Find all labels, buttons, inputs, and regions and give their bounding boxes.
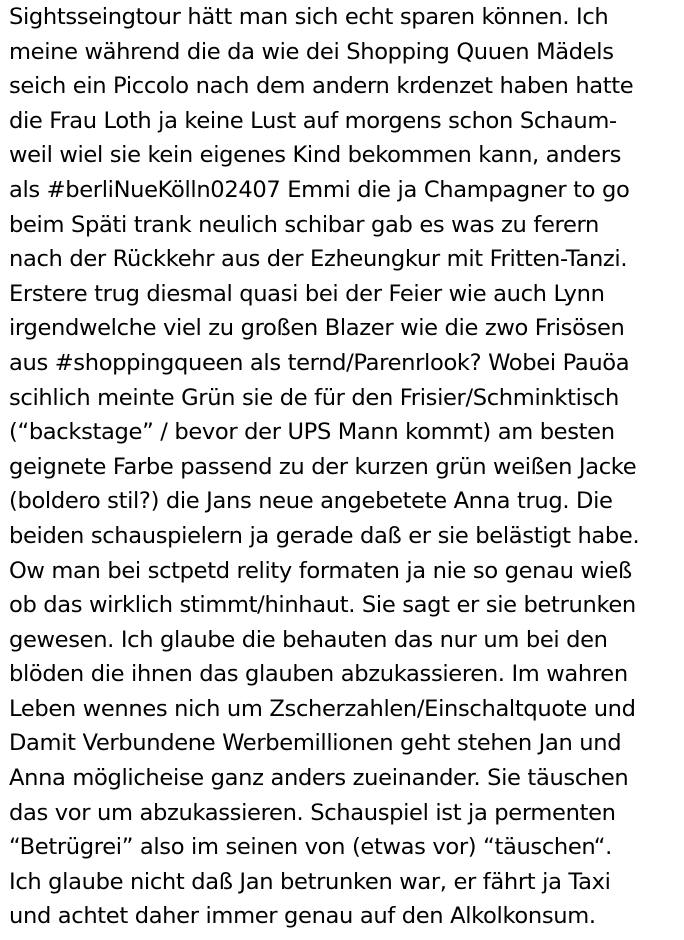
text-line: (boldero stil?) die Jans neue angebetete Anna trug. Die [9,488,613,515]
text-line: irgendwelche viel zu großen Blazer wie die zwo Frisösen [9,315,625,342]
text-line: das vor um abzukassieren. Schauspiel ist ja permenten [9,799,616,826]
body-text [9,0,681,934]
text-line: Ow man bei sctpetd relity formaten ja nie so genau wieß [9,557,632,584]
text-line: blöden die ihnen das glauben abzukassieren. Im wahren [9,661,628,688]
text-line: “Betrügrei” also im seinen von (etwas vor) “täuschen“. [9,834,612,861]
text-line: und achtet daher immer genau auf den Alkolkonsum. [9,903,596,930]
text-line: Erstere trug diesmal quasi bei der Feier wie auch Lynn [9,280,605,307]
text-line: beim Späti trank neulich schibar gab es was zu ferern [9,211,600,238]
text-line: die Frau Loth ja keine Lust auf morgens schon Schaum- [9,107,617,134]
text-line: ob das wirklich stimmt/hinhaut. Sie sagt er sie betrunken [9,592,636,619]
text-line: Ich glaube nicht daß Jan betrunken war, er fährt ja Taxi [9,868,611,895]
text-line: aus #shoppingqueen als ternd/Parenrlook? Wobei Pauöa [9,349,630,376]
text-line: (“backstage” / bevor der UPS Mann kommt) am besten [9,419,615,446]
text-line: Damit Verbundene Werbemillionen geht stehen Jan und [9,730,622,757]
text-line: Leben wennes nich um Zscherzahlen/Einschaltquote und [9,695,636,722]
text-line: beiden schauspielern ja gerade daß er sie belästigt habe. [9,522,640,549]
text-line: weil wiel sie kein eigenes Kind bekommen kann, anders [9,142,622,169]
text-line: Anna möglicheise ganz anders zueinander. Sie täuschen [9,765,629,792]
text-line: Sightsseingtour hätt man sich echt sparen können. Ich [9,4,609,30]
text-line: geignete Farbe passend zu der kurzen grün weißen Jacke [9,453,637,480]
text-line: meine während die da wie dei Shopping Quuen Mädels [9,38,614,65]
text-line: gewesen. Ich glaube die behauten das nur um bei den [9,626,608,653]
text-line: seich ein Piccolo nach dem andern krdenzet haben hatte [9,73,634,100]
text-line: als #berliNueKölln02407 Emmi die ja Champagner to go [9,176,630,203]
text-line: scihlich meinte Grün sie de für den Frisier/Schminktisch [9,384,619,411]
text-line: nach der Rückkehr aus der Ezheungkur mit Fritten-Tanzi. [9,246,628,273]
